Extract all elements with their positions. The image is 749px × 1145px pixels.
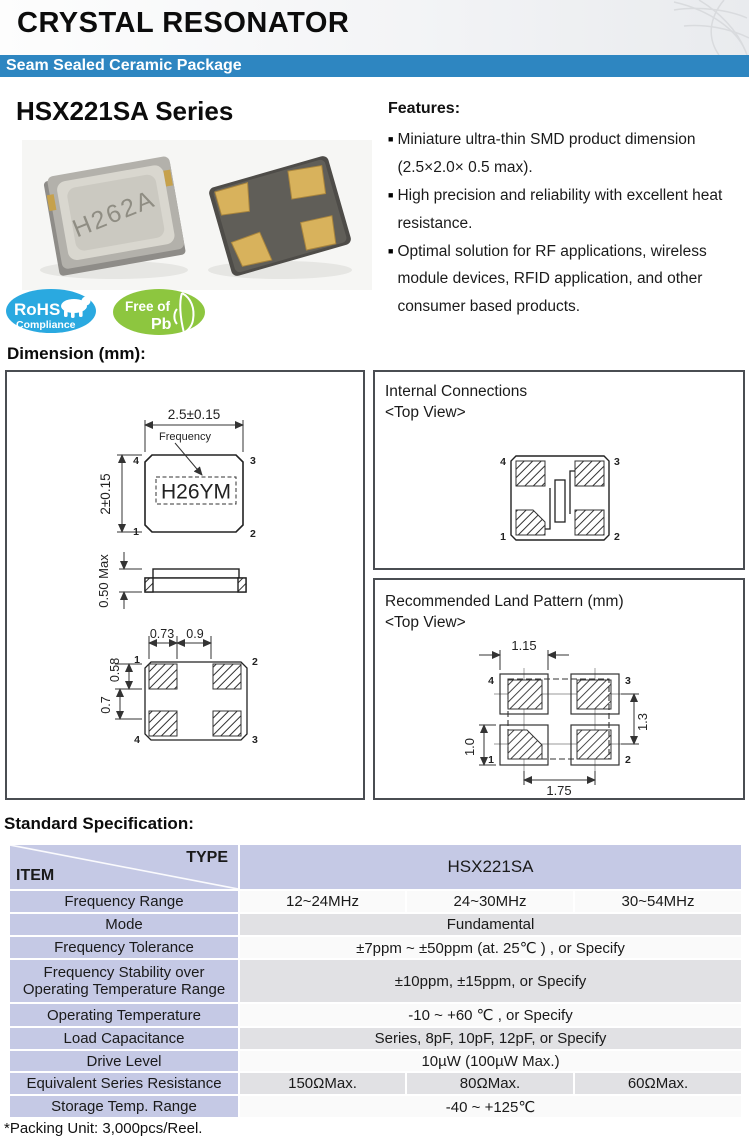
pin-label: 4 — [488, 675, 494, 687]
dim-thickness: 0.50 Max — [96, 554, 111, 608]
table-row — [9, 890, 742, 913]
dim-width: 2.5±0.15 — [167, 407, 221, 422]
land-pattern-drawing — [375, 580, 743, 798]
dim-height: 2±0.15 — [98, 473, 113, 515]
feature-item — [388, 238, 742, 322]
corner-type-label: TYPE — [186, 849, 228, 866]
value-cell: ±10ppm, ±15ppm, or Specify — [239, 959, 742, 1003]
dimension-drawing — [7, 372, 363, 798]
feature-text: Miniature ultra-thin SMD product dimension (2.5×2.0× 0.5 max). — [397, 131, 696, 176]
type-item-corner-cell — [9, 844, 239, 890]
spec-heading: Standard Specification: — [4, 814, 194, 833]
land-pattern-subtitle: <Top View> — [385, 614, 466, 631]
table-row — [9, 959, 742, 1003]
feature-item — [388, 182, 742, 238]
table-row — [9, 913, 742, 936]
value-cell: 10µW (100µW Max.) — [239, 1050, 742, 1072]
pb-free-badge — [112, 288, 206, 336]
dimension-drawing-box — [5, 370, 365, 800]
internal-connections-subtitle: <Top View> — [385, 404, 466, 421]
pin-label: 3 — [614, 456, 620, 468]
feature-item — [388, 126, 742, 182]
page-header — [0, 0, 749, 55]
pin-label: 1 — [488, 754, 494, 766]
dim-pad-width: 0.73 — [149, 627, 175, 641]
pin-label: 3 — [250, 455, 256, 467]
item-cell: Frequency Tolerance — [9, 936, 239, 959]
item-cell: Mode — [9, 913, 239, 936]
rohs-label: RoHS — [14, 300, 61, 319]
product-photos — [22, 140, 372, 295]
pb-free-label: Free of — [125, 299, 171, 314]
globe-decoration — [579, 0, 749, 55]
item-cell: Frequency Range — [9, 890, 239, 913]
table-row — [9, 1095, 742, 1118]
value-cell: 12~24MHz — [239, 890, 406, 913]
pin-label: 2 — [614, 531, 620, 543]
table-row — [9, 1050, 742, 1072]
dim-pitch-x: 1.75 — [546, 783, 572, 798]
internal-connections-title: Internal Connections — [385, 383, 528, 400]
pin-label: 2 — [625, 754, 631, 766]
internal-connections-box — [373, 370, 745, 570]
value-cell: 150ΩMax. — [239, 1072, 406, 1095]
item-cell: Frequency Stability over Operating Temperature Range — [9, 959, 239, 1003]
dim-pad-height: 0.58 — [108, 657, 122, 683]
package-banner: Seam Sealed Ceramic Package — [0, 55, 749, 77]
value-cell: -10 ~ +60 ℃ , or Specify — [239, 1003, 742, 1027]
frequency-pointer-label: Frequency — [159, 431, 211, 443]
pin-label: 2 — [250, 528, 256, 540]
model-header-cell: HSX221SA — [239, 844, 742, 890]
marking-text: H26YM — [160, 480, 232, 504]
feature-text: High precision and reliability with excellent heat resistance. — [397, 186, 723, 232]
feature-text: Optimal solution for RF applications, wireless module devices, RFID application, and other consumer based products. — [397, 242, 707, 316]
table-row — [9, 1027, 742, 1050]
dim-pitch-y: 0.7 — [99, 696, 113, 714]
dim-pitch-y: 1.3 — [635, 712, 650, 732]
corner-item-label: ITEM — [16, 867, 55, 884]
dimension-heading: Dimension (mm): — [7, 344, 146, 363]
item-cell: Operating Temperature — [9, 1003, 239, 1027]
features-section — [388, 100, 742, 321]
table-row — [9, 936, 742, 959]
bullet-square-icon: ■ — [388, 134, 394, 144]
packing-unit-note: *Packing Unit: 3,000pcs/Reel. — [4, 1120, 203, 1137]
pin-label: 4 — [500, 456, 506, 468]
value-cell: 60ΩMax. — [574, 1072, 742, 1095]
rohs-sublabel: Compliance — [16, 319, 76, 331]
value-cell: -40 ~ +125℃ — [239, 1095, 742, 1118]
chip-marking-text: H262A — [68, 184, 160, 244]
dim-pad-width: 1.15 — [511, 638, 537, 653]
table-row — [9, 1072, 742, 1095]
pin-label: 3 — [625, 675, 631, 687]
pin-label: 1 — [134, 654, 140, 666]
series-title: HSX221SA Series — [16, 96, 234, 126]
pin-label: 2 — [252, 656, 258, 668]
pb-label: Pb — [151, 316, 172, 333]
page-title: CRYSTAL RESONATOR — [17, 7, 350, 39]
table-row — [9, 1003, 742, 1027]
features-heading: Features: — [388, 100, 461, 117]
item-cell: Storage Temp. Range — [9, 1095, 239, 1118]
pin-label: 1 — [133, 526, 139, 538]
value-cell: ±7ppm ~ ±50ppm (at. 25℃ ) , or Specify — [239, 936, 742, 959]
pin-label: 4 — [134, 734, 140, 746]
value-cell: 80ΩMax. — [406, 1072, 574, 1095]
pin-label: 3 — [252, 734, 258, 746]
dim-pitch-x: 0.9 — [186, 627, 204, 641]
rohs-badge — [5, 288, 97, 334]
value-cell: 30~54MHz — [574, 890, 742, 913]
pin-label: 4 — [133, 455, 139, 467]
item-cell: Equivalent Series Resistance — [9, 1072, 239, 1095]
item-cell: Load Capacitance — [9, 1027, 239, 1050]
land-pattern-box — [373, 578, 745, 800]
item-cell: Drive Level — [9, 1050, 239, 1072]
crystal-symbol — [545, 471, 575, 529]
pin-label: 1 — [500, 531, 506, 543]
dim-pad-height: 1.0 — [462, 737, 477, 757]
value-cell: Series, 8pF, 10pF, 12pF, or Specify — [239, 1027, 742, 1050]
bullet-square-icon: ■ — [388, 189, 394, 200]
bullet-square-icon: ■ — [388, 245, 394, 256]
value-cell: 24~30MHz — [406, 890, 574, 913]
value-cell: Fundamental — [239, 913, 742, 936]
spec-table — [8, 843, 743, 1119]
internal-connections-drawing — [375, 372, 743, 568]
land-pattern-title: Recommended Land Pattern (mm) — [385, 593, 624, 610]
